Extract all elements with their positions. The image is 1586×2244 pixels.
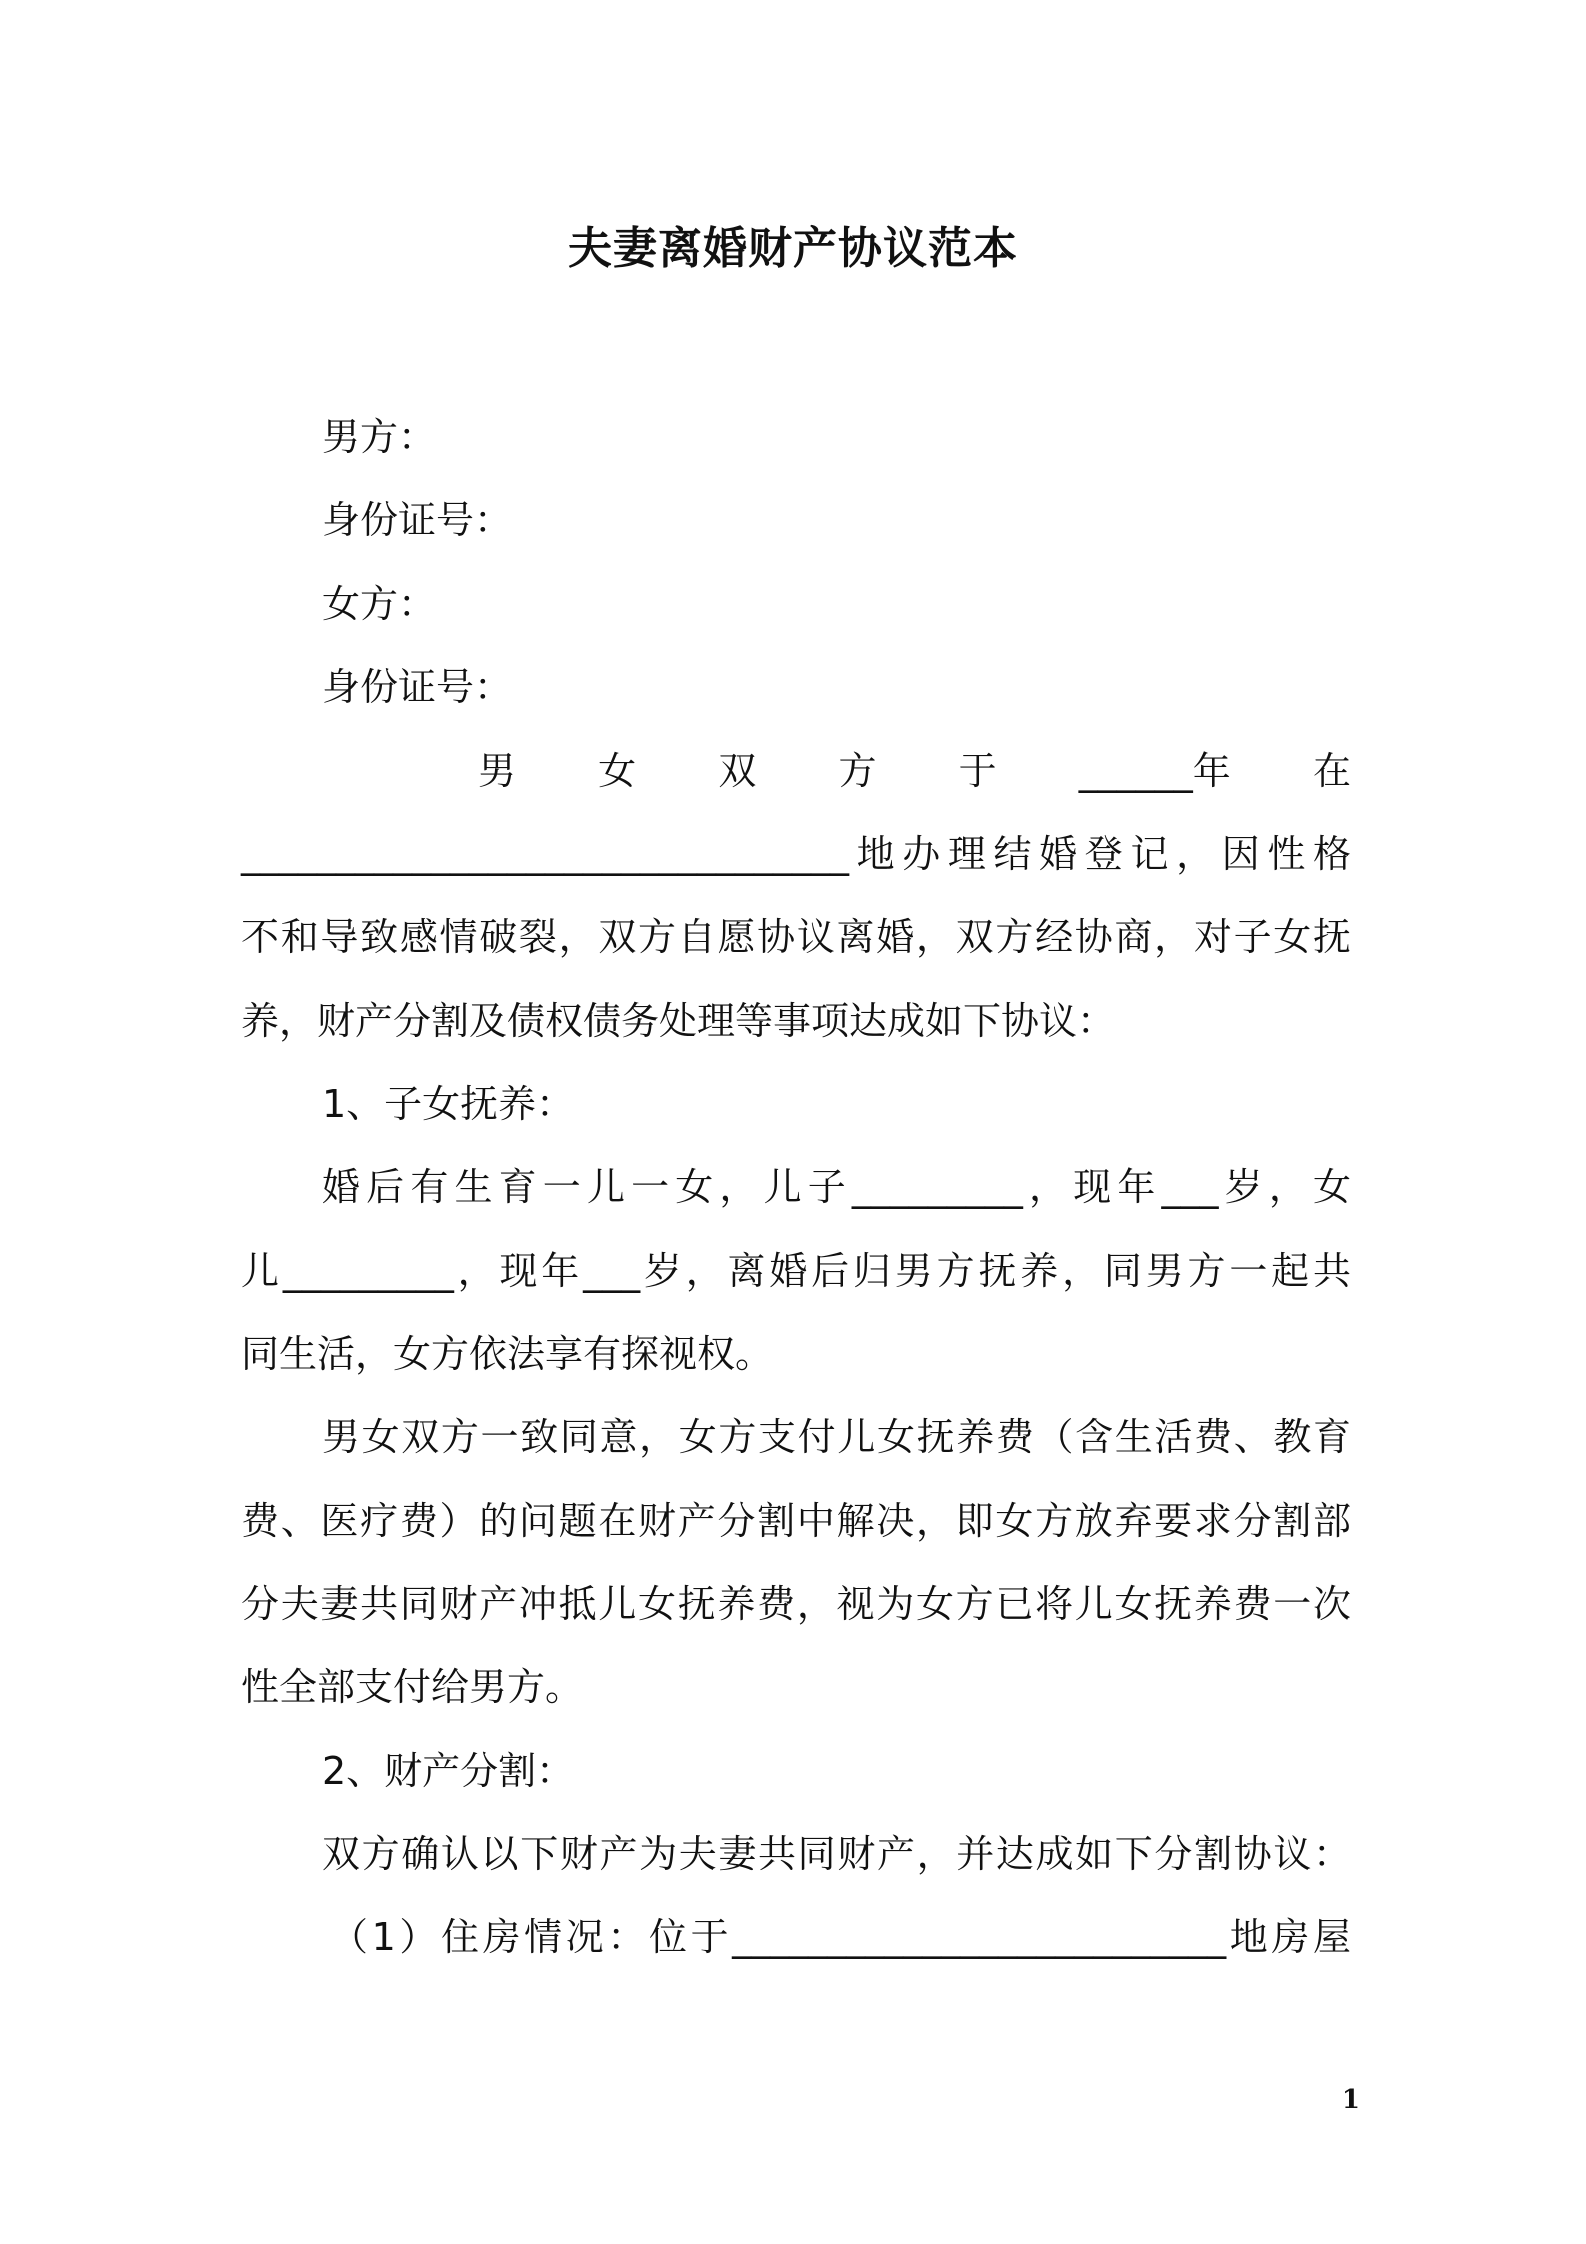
section-1-para-1-line-2: 儿_________，现年___岁，离婚后归男方抚养，同男方一起共: [241, 1249, 1351, 1293]
intro-line-4: 养，财产分割及债权债务处理等事项达成如下协议：: [241, 999, 1116, 1043]
intro-line-1: [478, 747, 1351, 795]
document-title: 夫妻离婚财产协议范本: [568, 223, 1018, 274]
female-field: 女方：: [322, 582, 437, 626]
female-id-field: 身份证号：: [322, 665, 513, 709]
intro-line-2: ________________________________地办理结婚登记，因性格: [241, 832, 1351, 876]
male-id-field: 身份证号：: [322, 498, 513, 542]
section-1-para-2-line-2: 费、医疗费）的问题在财产分割中解决，即女方放弃要求分割部: [241, 1499, 1351, 1543]
intro-word: 女: [598, 749, 637, 793]
section-1-para-2-line-1: 男女双方一致同意，女方支付儿女抚养费（含生活费、教育: [322, 1415, 1351, 1459]
section-2-item-1: （1）住房情况：位于__________________________地房屋: [330, 1915, 1351, 1959]
intro-word: 双: [718, 749, 757, 793]
male-field: 男方：: [322, 415, 437, 459]
section-1-para-2-line-3: 分夫妻共同财产冲抵儿女抚养费，视为女方已将儿女抚养费一次: [241, 1582, 1351, 1626]
intro-word: ______年: [1078, 749, 1231, 793]
section-1-para-1-line-1: 婚后有生育一儿一女，儿子_________，现年___岁，女: [322, 1165, 1351, 1209]
section-2-para-1: 双方确认以下财产为夫妻共同财产，并达成如下分割协议：: [322, 1832, 1351, 1876]
section-1-para-2-line-4: 性全部支付给男方。: [241, 1665, 584, 1709]
intro-line-3: 不和导致感情破裂，双方自愿协议离婚，双方经协商，对子女抚: [241, 915, 1351, 959]
intro-word: 于: [958, 749, 997, 793]
intro-word: 方: [838, 749, 877, 793]
intro-word: 男: [478, 749, 517, 793]
section-1-heading: 1、子女抚养：: [322, 1082, 575, 1126]
page-number: 1: [1341, 2085, 1360, 2115]
section-1-para-1-line-3: 同生活，女方依法享有探视权。: [241, 1332, 774, 1376]
section-2-heading: 2、财产分割：: [322, 1749, 575, 1793]
intro-word: 在: [1312, 749, 1351, 793]
